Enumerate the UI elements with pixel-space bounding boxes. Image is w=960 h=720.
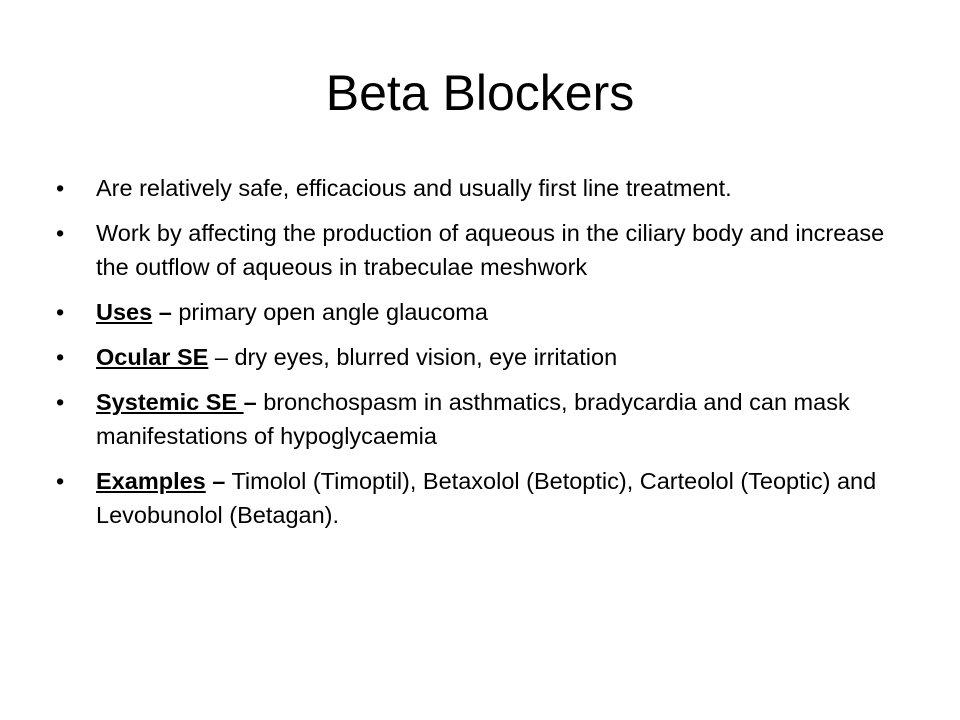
bullet-icon: • [56, 220, 65, 246]
bullet-dash: – [243, 389, 257, 415]
bullet-item-examples [56, 464, 916, 532]
slide-title: Beta Blockers [325, 65, 635, 121]
bullet-dash: – [152, 299, 172, 325]
bullet-item-uses [56, 295, 916, 329]
bullet-term: Systemic SE [96, 389, 244, 415]
bullet-item-safety [56, 171, 916, 205]
bullet-text: – dry eyes, blurred vision, eye irritation [208, 344, 618, 370]
bullet-icon: • [56, 468, 65, 494]
bullet-list [56, 171, 916, 543]
bullet-text: bronchospasm in asthmatics, bradycardia and can mask manifestations of hypoglycaemia [96, 389, 850, 449]
bullet-icon: • [56, 299, 65, 325]
bullet-term: Uses [96, 299, 153, 325]
bullet-icon: • [56, 344, 65, 370]
bullet-icon: • [56, 389, 65, 415]
bullet-term: Ocular SE [96, 344, 209, 370]
bullet-term: Examples [96, 468, 206, 494]
bullet-icon: • [56, 175, 65, 201]
bullet-item-ocular-se [56, 340, 916, 374]
bullet-item-systemic-se [56, 385, 916, 453]
bullet-text: primary open angle glaucoma [171, 299, 488, 325]
bullet-dash: – [205, 468, 226, 494]
bullet-text: Are relatively safe, efficacious and usually first line treatment. [96, 175, 732, 201]
bullet-item-mechanism [56, 216, 916, 284]
bullet-text: Work by affecting the production of aqueous in the ciliary body and increase the outflow of aqueous in trabeculae meshwork [96, 220, 885, 280]
bullet-text: Timolol (Timoptil), Betaxolol (Betoptic), Carteolol (Teoptic) and Levobunolol (Betagan). [96, 468, 877, 528]
